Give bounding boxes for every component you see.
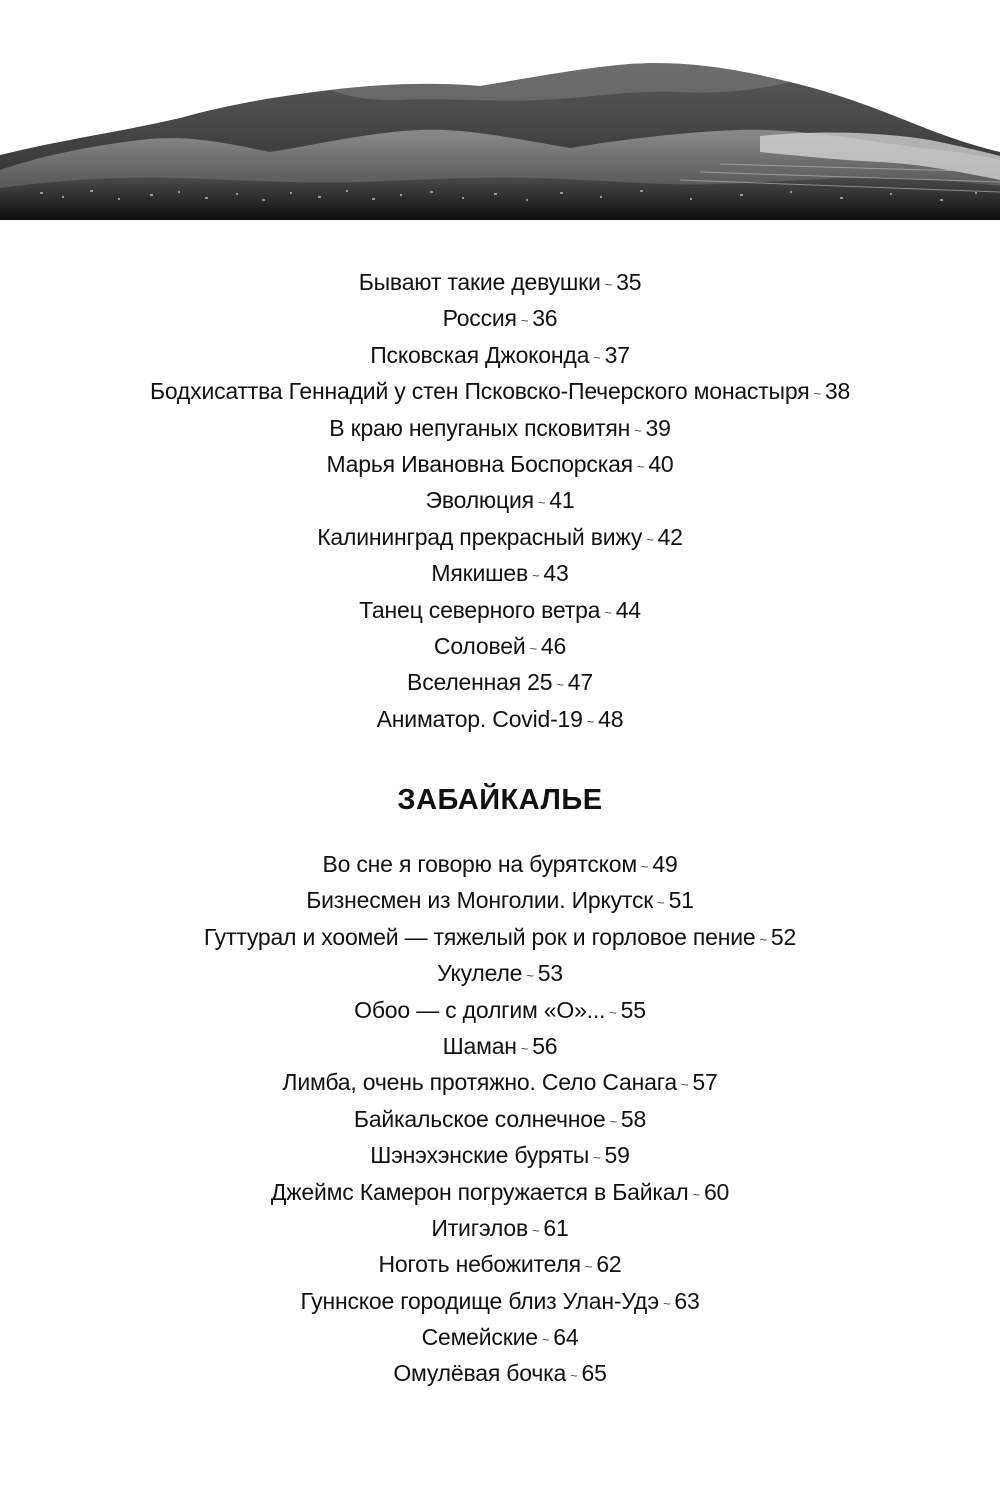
toc-entry-title: Марья Ивановна Боспорская [326, 450, 633, 477]
toc-separator: ~ [586, 713, 595, 729]
toc-entry-title: Шаман [442, 1032, 517, 1059]
toc-entry [0, 701, 1000, 737]
toc-separator: ~ [532, 1222, 540, 1238]
toc-entry [0, 1028, 1000, 1064]
toc-entry-title: Вселенная 25 [407, 669, 553, 696]
toc-separator: ~ [759, 931, 767, 947]
toc-separator: ~ [570, 1368, 578, 1384]
toc-entry-title: Укулеле [437, 960, 523, 987]
toc-separator: ~ [604, 277, 613, 292]
toc-entry-page: 46 [540, 632, 567, 659]
toc-entry-page: 36 [532, 305, 558, 332]
toc-entry-title: Семейские [421, 1324, 538, 1351]
toc-entry-page: 40 [648, 450, 674, 477]
toc-entry-page: 41 [549, 487, 575, 514]
toc-entry-title: Ноготь небожителя [378, 1251, 581, 1278]
toc-entry-title: Псковская Джоконда [370, 341, 590, 368]
toc-entry-page: 43 [543, 560, 569, 587]
toc-entry-page: 37 [604, 341, 630, 368]
toc-separator: ~ [646, 531, 654, 547]
toc-entry [0, 1355, 1000, 1391]
toc-entry-page: 59 [604, 1142, 630, 1169]
toc-entry-title: Гуннское городище близ Улан-Удэ [300, 1287, 659, 1314]
toc-separator: ~ [636, 458, 645, 474]
toc-entry [0, 410, 1000, 446]
toc-separator: ~ [609, 1113, 617, 1129]
toc-entry [0, 519, 1000, 555]
toc-entry-page: 60 [703, 1178, 730, 1205]
toc-separator: ~ [584, 1259, 593, 1275]
toc-entry-title: Гуттурал и хоомей — тяжелый рок и горловое пение [203, 923, 756, 950]
toc-entry-title: Танец северного ветра [359, 596, 601, 623]
toc-entry-page: 63 [674, 1287, 700, 1314]
toc-entry-title: Калининград прекрасный вижу [317, 523, 643, 550]
toc-separator: ~ [692, 1186, 700, 1202]
landscape-banner-illustration [0, 60, 1000, 220]
toc-separator: ~ [634, 422, 642, 438]
toc-entry [0, 592, 1000, 628]
toc-entry-title: Итигэлов [431, 1214, 529, 1241]
toc-separator: ~ [520, 1040, 529, 1056]
toc-entry [0, 882, 1000, 918]
toc-separator: ~ [520, 313, 529, 329]
toc-entry-title: Бизнесмен из Монголии. Иркутск [306, 887, 654, 914]
toc-entry-page: 62 [596, 1251, 622, 1278]
toc-separator: ~ [556, 677, 564, 693]
toc-entry [0, 1101, 1000, 1137]
toc-entry [0, 955, 1000, 991]
toc-separator: ~ [593, 1150, 601, 1166]
toc-separator: ~ [680, 1077, 689, 1093]
toc-separator: ~ [640, 859, 649, 874]
toc-entry-title: Джеймс Камерон погружается в Байкал [270, 1178, 689, 1205]
toc-entry-page: 56 [532, 1032, 558, 1059]
toc-entry [0, 992, 1000, 1028]
toc-entry [0, 1210, 1000, 1246]
toc-separator: ~ [604, 604, 612, 620]
toc-entry-page: 38 [824, 378, 851, 405]
toc-separator: ~ [609, 1004, 617, 1020]
toc-separator: ~ [813, 386, 821, 402]
toc-section-2 [0, 846, 1000, 1392]
toc-entry-page: 51 [668, 887, 694, 914]
toc-entry [0, 1283, 1000, 1319]
toc-entry-title: Байкальское солнечное [353, 1105, 606, 1132]
toc-entry-title: Бывают такие девушки [358, 269, 601, 295]
toc-entry-page: 64 [553, 1324, 579, 1351]
toc-entry-page: 53 [537, 960, 563, 987]
toc-entry-title: Россия [442, 305, 517, 332]
toc-entry [0, 482, 1000, 518]
toc-entry-title: Эволюция [425, 487, 534, 514]
toc-entry-title: Бодхисаттва Геннадий у стен Псковско-Печерского монастыря [149, 378, 810, 405]
toc-entry-page: 48 [598, 705, 624, 732]
toc-entry-page: 39 [645, 414, 671, 441]
toc-separator: ~ [662, 1295, 671, 1311]
toc-entry [0, 373, 1000, 409]
toc-entry [0, 446, 1000, 482]
toc-entry-page: 44 [615, 596, 641, 623]
toc-entry-title: Омулёвая бочка [393, 1360, 567, 1387]
toc-entry-title: Во сне я говорю на бурятском [322, 851, 637, 877]
toc-entry-page: 55 [620, 996, 646, 1023]
toc-section-1 [0, 264, 1000, 737]
toc-entry-page: 47 [567, 669, 593, 696]
toc-entry [0, 300, 1000, 336]
toc-separator: ~ [541, 1332, 550, 1348]
toc-separator: ~ [526, 968, 534, 984]
toc-separator: ~ [537, 495, 546, 511]
section-heading: ЗАБАЙКАЛЬЕ [397, 784, 603, 816]
toc-entry-page: 61 [543, 1214, 569, 1241]
toc-entry-page: 58 [620, 1105, 647, 1132]
toc-entry-page: 49 [652, 851, 678, 877]
toc-entry-page: 42 [657, 523, 683, 550]
toc-entry [0, 846, 1000, 882]
toc-entry-page: 57 [692, 1069, 718, 1096]
toc-entry [0, 628, 1000, 664]
toc-entry [0, 264, 1000, 300]
toc-entry-title: В краю непуганых псковитян [329, 414, 631, 441]
toc-entry-title: Шэнэхэнские буряты [370, 1142, 590, 1169]
toc-separator: ~ [593, 349, 601, 365]
toc-entry [0, 1246, 1000, 1282]
toc-entry [0, 337, 1000, 373]
toc-entry-page: 35 [616, 269, 642, 295]
toc-entry-page: 65 [581, 1360, 607, 1387]
toc-entry-title: Соловей [433, 632, 526, 659]
toc-entry-title: Обоо — с долгим «О»... [354, 996, 606, 1023]
toc-entry-title: Мякишев [431, 560, 528, 587]
toc-entry [0, 555, 1000, 591]
toc-entry [0, 1319, 1000, 1355]
toc-entry [0, 1174, 1000, 1210]
toc-entry [0, 664, 1000, 700]
toc-separator: ~ [532, 568, 540, 584]
toc-entry-title: Лимба, очень протяжно. Село Санага [282, 1069, 677, 1096]
toc-separator: ~ [657, 895, 665, 911]
toc-separator: ~ [529, 640, 537, 656]
toc-entry [0, 919, 1000, 955]
toc-entry [0, 1137, 1000, 1173]
toc-entry-title: Аниматор. Covid-19 [376, 705, 583, 732]
toc-entry [0, 1064, 1000, 1100]
toc-entry-page: 52 [770, 923, 797, 950]
